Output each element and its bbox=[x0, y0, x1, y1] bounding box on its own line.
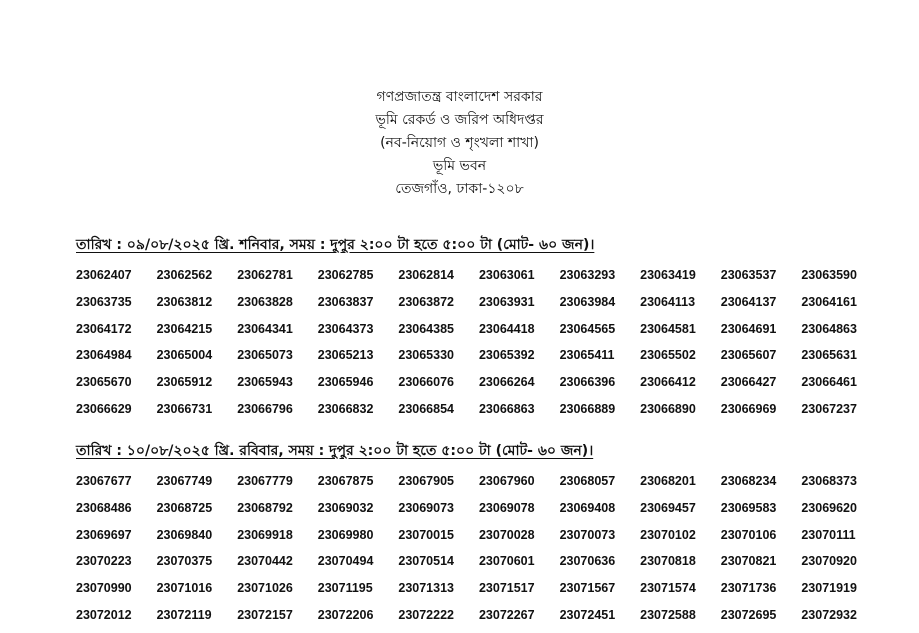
roll-number: 23064341 bbox=[237, 321, 293, 336]
roll-number: 23063061 bbox=[478, 268, 535, 282]
office-address: তেজগাঁও, ঢাকা-১২০৮ bbox=[395, 181, 524, 197]
roll-number: 23063293 bbox=[559, 268, 616, 282]
roll-number: 23070920 bbox=[801, 554, 857, 569]
roll-number: 23063837 bbox=[317, 294, 374, 309]
roll-number: 23062562 bbox=[156, 268, 213, 282]
roll-number: 23066863 bbox=[478, 401, 535, 416]
roll-number: 23068486 bbox=[76, 500, 132, 515]
roll-number: 23070821 bbox=[720, 554, 777, 569]
roll-number: 23064215 bbox=[156, 321, 213, 336]
roll-number: 23070990 bbox=[76, 581, 132, 596]
roll-number: 23065502 bbox=[640, 348, 696, 363]
roll-number: 23063812 bbox=[156, 294, 213, 309]
roll-number: 23063419 bbox=[640, 268, 696, 282]
roll-number: 23065670 bbox=[76, 375, 132, 390]
roll-number: 23069583 bbox=[720, 500, 777, 515]
roll-number: 23071574 bbox=[640, 581, 696, 596]
roll-number: 23067749 bbox=[156, 474, 213, 488]
roll-number: 23065073 bbox=[237, 348, 293, 363]
roll-number: 23066427 bbox=[720, 375, 777, 390]
roll-number: 23069918 bbox=[237, 527, 293, 542]
roll-number: 23069840 bbox=[156, 527, 213, 542]
roll-number: 23064581 bbox=[640, 321, 696, 336]
roll-number: 23063537 bbox=[720, 268, 777, 282]
roll-grid-day-1 bbox=[76, 262, 876, 423]
roll-number: 23066969 bbox=[720, 401, 777, 416]
roll-number: 23070375 bbox=[156, 554, 213, 569]
roll-number: 23065213 bbox=[317, 348, 374, 363]
roll-number: 23067237 bbox=[801, 401, 857, 416]
roll-number: 23071567 bbox=[559, 581, 616, 596]
roll-number: 23067960 bbox=[478, 474, 535, 488]
roll-number: 23069078 bbox=[478, 500, 535, 515]
roll-number: 23069032 bbox=[317, 500, 374, 515]
roll-number: 23066832 bbox=[317, 401, 374, 416]
roll-number: 23067905 bbox=[398, 474, 454, 488]
roll-number: 23066396 bbox=[559, 375, 616, 390]
roll-number: 23072695 bbox=[720, 607, 777, 622]
roll-number: 23064691 bbox=[720, 321, 777, 336]
roll-number: 23066731 bbox=[156, 401, 213, 416]
roll-number: 23072222 bbox=[398, 607, 454, 622]
govt-name: গণপ্রজাতন্ত্র বাংলাদেশ সরকার bbox=[376, 89, 543, 105]
roll-number: 23068201 bbox=[640, 474, 696, 488]
roll-number: 23070514 bbox=[398, 554, 454, 569]
roll-number: 23065411 bbox=[559, 348, 615, 363]
roll-number: 23065607 bbox=[720, 348, 777, 363]
office-header bbox=[0, 86, 919, 201]
roll-number: 23062785 bbox=[317, 268, 374, 282]
roll-number: 23062781 bbox=[237, 268, 293, 282]
roll-number: 23070111 bbox=[801, 527, 856, 542]
roll-number: 23066264 bbox=[478, 375, 535, 390]
roll-number: 23066629 bbox=[76, 401, 132, 416]
roll-number: 23066461 bbox=[801, 375, 857, 390]
roll-number: 23070818 bbox=[640, 554, 696, 569]
roll-number: 23072588 bbox=[640, 607, 696, 622]
roll-number: 23072206 bbox=[317, 607, 374, 622]
roll-number: 23069408 bbox=[559, 500, 616, 515]
roll-number: 23064161 bbox=[801, 294, 857, 309]
roll-number: 23071195 bbox=[317, 581, 373, 596]
roll-number: 23066412 bbox=[640, 375, 696, 390]
roll-number: 23069980 bbox=[317, 527, 374, 542]
roll-number: 23063735 bbox=[76, 294, 132, 309]
roll-number: 23065330 bbox=[398, 348, 454, 363]
roll-number: 23065392 bbox=[478, 348, 535, 363]
roll-number: 23064385 bbox=[398, 321, 454, 336]
roll-number: 23071517 bbox=[478, 581, 535, 596]
roll-number: 23062814 bbox=[398, 268, 454, 282]
branch-name: (নব-নিয়োগ ও শৃংখলা শাখা) bbox=[380, 135, 539, 151]
roll-number: 23070636 bbox=[559, 554, 616, 569]
roll-number: 23070223 bbox=[76, 554, 132, 569]
roll-number: 23071919 bbox=[801, 581, 857, 596]
roll-grid-day-2 bbox=[76, 468, 876, 629]
roll-number: 23070601 bbox=[478, 554, 535, 569]
roll-number: 23064565 bbox=[559, 321, 616, 336]
roll-number: 23069697 bbox=[76, 527, 132, 542]
roll-number: 23066889 bbox=[559, 401, 616, 416]
roll-number: 23064172 bbox=[76, 321, 132, 336]
roll-number: 23063872 bbox=[398, 294, 454, 309]
roll-number: 23066076 bbox=[398, 375, 454, 390]
roll-number: 23072932 bbox=[801, 607, 857, 622]
roll-number: 23068792 bbox=[237, 500, 293, 515]
roll-number: 23069073 bbox=[398, 500, 454, 515]
roll-number: 23068057 bbox=[559, 474, 616, 488]
roll-number: 23063931 bbox=[478, 294, 535, 309]
roll-number: 23064113 bbox=[640, 294, 696, 309]
roll-number: 23065004 bbox=[156, 348, 213, 363]
roll-number: 23070102 bbox=[640, 527, 696, 542]
roll-number: 23068373 bbox=[801, 474, 857, 488]
department-name: ভূমি রেকর্ড ও জরিপ অধিদপ্তর bbox=[375, 112, 544, 128]
roll-number: 23072012 bbox=[76, 607, 132, 622]
roll-number: 23067779 bbox=[237, 474, 293, 488]
roll-number: 23063828 bbox=[237, 294, 293, 309]
roll-number: 23064137 bbox=[720, 294, 777, 309]
roll-number: 23069620 bbox=[801, 500, 857, 515]
roll-number: 23070106 bbox=[720, 527, 777, 542]
roll-number: 23067677 bbox=[76, 474, 132, 488]
roll-number: 23065912 bbox=[156, 375, 213, 390]
roll-number: 23067875 bbox=[317, 474, 374, 488]
roll-number: 23066854 bbox=[398, 401, 454, 416]
roll-number: 23064418 bbox=[478, 321, 535, 336]
roll-number: 23071736 bbox=[720, 581, 777, 596]
roll-number: 23072451 bbox=[559, 607, 616, 622]
roll-number: 23064984 bbox=[76, 348, 132, 363]
section-title-day-2: তারিখ : ১০/০৮/২০২৫ খ্রি. রবিবার, সময় : দুপুর ২:০০ টা হতে ৫:০০ টা (মোট- ৬০ জন)। bbox=[76, 443, 594, 459]
building-name: ভূমি ভবন bbox=[432, 158, 487, 174]
roll-number: 23072119 bbox=[156, 607, 212, 622]
roll-number: 23071016 bbox=[156, 581, 213, 596]
roll-number: 23068234 bbox=[720, 474, 777, 488]
roll-number: 23065946 bbox=[317, 375, 374, 390]
roll-number: 23066890 bbox=[640, 401, 696, 416]
roll-number: 23065943 bbox=[237, 375, 293, 390]
roll-number: 23072157 bbox=[237, 607, 293, 622]
roll-number: 23062407 bbox=[76, 268, 132, 282]
roll-number: 23063590 bbox=[801, 268, 857, 282]
roll-number: 23070028 bbox=[478, 527, 535, 542]
section-title-day-1: তারিখ : ০৯/০৮/২০২৫ খ্রি. শনিবার, সময় : দুপুর ২:০০ টা হতে ৫:০০ টা (মোট- ৬০ জন)। bbox=[76, 237, 595, 253]
roll-number: 23070494 bbox=[317, 554, 374, 569]
roll-number: 23069457 bbox=[640, 500, 696, 515]
roll-number: 23072267 bbox=[478, 607, 535, 622]
roll-number: 23070015 bbox=[398, 527, 454, 542]
roll-number: 23068725 bbox=[156, 500, 213, 515]
roll-number: 23063984 bbox=[559, 294, 616, 309]
roll-number: 23070442 bbox=[237, 554, 293, 569]
roll-number: 23064373 bbox=[317, 321, 374, 336]
roll-number: 23065631 bbox=[801, 348, 857, 363]
roll-number: 23064863 bbox=[801, 321, 857, 336]
roll-number: 23066796 bbox=[237, 401, 293, 416]
roll-number: 23071026 bbox=[237, 581, 293, 596]
roll-number: 23070073 bbox=[559, 527, 616, 542]
roll-number: 23071313 bbox=[398, 581, 454, 596]
